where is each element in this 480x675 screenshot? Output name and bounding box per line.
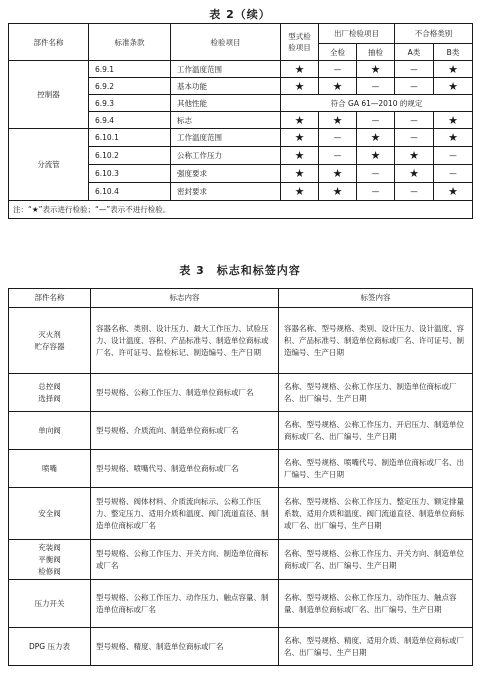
star-mark: ★	[281, 112, 319, 129]
mark-content-cell: 型号规格、精度、制造单位商标或厂名	[91, 628, 279, 666]
dash-mark: —	[357, 112, 395, 129]
item-cell: 标志	[171, 112, 281, 129]
dash-mark: —	[395, 129, 434, 147]
part-name-cell: 安全阀	[9, 488, 91, 540]
dash-mark: —	[319, 147, 357, 165]
merged-requirement-cell: 符合 GA 61—2010 的规定	[281, 95, 473, 112]
table-row	[9, 628, 473, 666]
table-row	[9, 412, 473, 450]
clause-cell: 6.10.4	[89, 183, 171, 201]
star-mark: ★	[434, 61, 473, 78]
marking-table	[8, 288, 473, 666]
star-mark: ★	[319, 112, 357, 129]
star-mark: ★	[434, 78, 473, 95]
item-cell: 工作温度范围	[171, 129, 281, 147]
item-cell: 其他性能	[171, 95, 281, 112]
header-sample: 抽检	[357, 44, 395, 61]
dash-mark: —	[395, 61, 434, 78]
table-row	[9, 580, 473, 628]
mark-content-cell: 型号规格、公称工作压力、开关方向、制造单位商标或厂名	[91, 540, 279, 580]
table-row	[9, 129, 473, 147]
clause-cell: 6.10.1	[89, 129, 171, 147]
clause-cell: 6.9.1	[89, 61, 171, 78]
part-name-cell: 充装阀 平衡阀 检修阀	[9, 540, 91, 580]
star-mark: ★	[281, 129, 319, 147]
part-name-cell: 灭火剂 贮存容器	[9, 308, 91, 374]
dash-mark: —	[434, 147, 473, 165]
star-mark: ★	[281, 147, 319, 165]
star-mark: ★	[281, 183, 319, 201]
mark-content-cell: 型号规格、公称工作压力、制造单位商标或厂名	[91, 374, 279, 412]
header-label-content: 标签内容	[279, 289, 473, 308]
star-mark: ★	[434, 183, 473, 201]
label-content-cell: 容器名称、型号规格、类别、设计压力、设计温度、容积、产品标准号、制造单位商标或厂名、许可证号、制造编号、生产日期	[279, 308, 473, 374]
label-content-cell: 名称、型号规格、公称工作压力、制造单位商标或厂名、出厂编号、生产日期	[279, 374, 473, 412]
header-type-test: 型式检验项目	[281, 24, 319, 61]
header-full: 全检	[319, 44, 357, 61]
table3-caption: 表 3 标志和标签内容	[179, 264, 301, 277]
table-row	[9, 374, 473, 412]
star-mark: ★	[357, 61, 395, 78]
inspection-table	[8, 23, 473, 219]
dash-mark: —	[434, 165, 473, 183]
header-class-a: A类	[395, 44, 434, 61]
part-name-cell: 压力开关	[9, 580, 91, 628]
header-part: 部件名称	[9, 24, 89, 61]
part-name-cell: 总控阀 选择阀	[9, 374, 91, 412]
mark-content-cell: 容器名称、类别、设计压力、最大工作压力、试验压力、设计温度、容积、产品标准号、制造单位商标或厂名、许可证号、监检标记、制造编号、生产日期	[91, 308, 279, 374]
table-row	[9, 450, 473, 488]
clause-cell: 6.10.3	[89, 165, 171, 183]
label-content-cell: 名称、型号规格、精度、适用介质、制造单位商标或厂名、出厂编号、生产日期	[279, 628, 473, 666]
label-content-cell: 名称、型号规格、公称工作压力、整定压力、额定排量系数、适用介质和温度、阀门流道直径、制造单位商标或厂名、出厂编号、生产日期	[279, 488, 473, 540]
item-cell: 工作温度范围	[171, 61, 281, 78]
header-clause: 标准条款	[89, 24, 171, 61]
part-name-cell: 分流管	[9, 129, 89, 201]
star-mark: ★	[281, 61, 319, 78]
clause-cell: 6.9.2	[89, 78, 171, 95]
dash-mark: —	[319, 61, 357, 78]
star-mark: ★	[395, 147, 434, 165]
dash-mark: —	[395, 112, 434, 129]
table-row	[9, 488, 473, 540]
item-cell: 基本功能	[171, 78, 281, 95]
star-mark: ★	[281, 165, 319, 183]
table-row	[9, 308, 473, 374]
clause-cell: 6.9.3	[89, 95, 171, 112]
header-class-b: B类	[434, 44, 473, 61]
star-mark: ★	[319, 78, 357, 95]
dash-mark: —	[357, 78, 395, 95]
mark-content-cell: 型号规格、公称工作压力、动作压力、触点容量、制造单位商标或厂名	[91, 580, 279, 628]
star-mark: ★	[319, 165, 357, 183]
star-mark: ★	[434, 112, 473, 129]
header-factory-test: 出厂检验项目	[319, 24, 395, 44]
part-name-cell: 控制器	[9, 61, 89, 129]
dash-mark: —	[357, 165, 395, 183]
clause-cell: 6.10.2	[89, 147, 171, 165]
table-row	[9, 540, 473, 580]
dash-mark: —	[357, 183, 395, 201]
mark-content-cell: 型号规格、喷嘴代号、制造单位商标或厂名	[91, 450, 279, 488]
item-cell: 强度要求	[171, 165, 281, 183]
header-part-name: 部件名称	[9, 289, 91, 308]
table2-note: 注：“★”表示进行检验；“—”表示不进行检验。	[9, 201, 473, 219]
item-cell: 公称工作压力	[171, 147, 281, 165]
mark-content-cell: 型号规格、介质流向、制造单位商标或厂名	[91, 412, 279, 450]
star-mark: ★	[319, 183, 357, 201]
item-cell: 密封要求	[171, 183, 281, 201]
table-row	[9, 61, 473, 78]
mark-content-cell: 型号规格、阀体材料、介质流向标示、公称工作压力、整定压力、适用介质和温度、阀门流道直径、制造单位商标或厂名	[91, 488, 279, 540]
header-item: 检验项目	[171, 24, 281, 61]
part-name-cell: 喷嘴	[9, 450, 91, 488]
part-name-cell: DPG 压力表	[9, 628, 91, 666]
star-mark: ★	[395, 165, 434, 183]
star-mark: ★	[357, 147, 395, 165]
dash-mark: —	[395, 183, 434, 201]
label-content-cell: 名称、型号规格、公称工作压力、动作压力、触点容量、制造单位商标或厂名、出厂编号、生产日期	[279, 580, 473, 628]
header-nonconform: 不合格类别	[395, 24, 473, 44]
clause-cell: 6.9.4	[89, 112, 171, 129]
header-mark-content: 标志内容	[91, 289, 279, 308]
star-mark: ★	[434, 129, 473, 147]
star-mark: ★	[281, 78, 319, 95]
star-mark: ★	[357, 129, 395, 147]
table2-caption: 表 2（续）	[209, 8, 271, 21]
label-content-cell: 名称、型号规格、公称工作压力、开关方向、制造单位商标或厂名、出厂编号、生产日期	[279, 540, 473, 580]
part-name-cell: 单向阀	[9, 412, 91, 450]
label-content-cell: 名称、型号规格、公称工作压力、开启压力、制造单位商标或厂名、出厂编号、生产日期	[279, 412, 473, 450]
dash-mark: —	[395, 78, 434, 95]
label-content-cell: 名称、型号规格、喷嘴代号、制造单位商标或厂名、出厂编号、生产日期	[279, 450, 473, 488]
dash-mark: —	[319, 129, 357, 147]
